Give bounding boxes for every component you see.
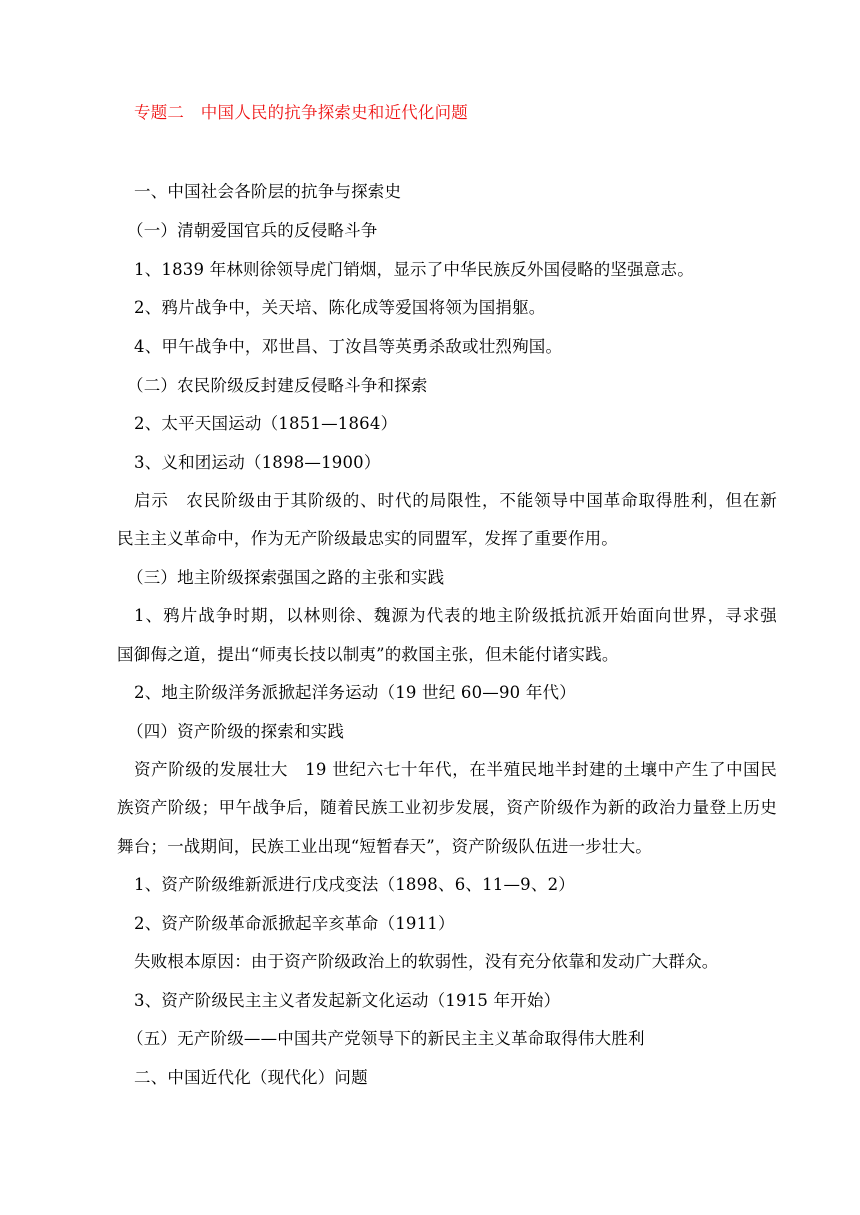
list-item: 4、甲午战争中，邓世昌、丁汝昌等英勇杀敌或壮烈殉国。 bbox=[134, 337, 563, 356]
paragraph-line: 舞台；一战期间，民族工业出现“短暂春天”，资产阶级队伍进一步壮大。 bbox=[117, 837, 652, 856]
paragraph-line: 国御侮之道，提出“师夷长技以制夷”的救国主张，但未能付诸实践。 bbox=[117, 645, 619, 664]
paragraph-line: 民主主义革命中，作为无产阶级最忠实的同盟军，发挥了重要作用。 bbox=[117, 529, 618, 548]
list-item: 3、资产阶级民主主义者发起新文化运动（1915 年开始） bbox=[134, 991, 561, 1010]
subsection-heading-5: （五）无产阶级——中国共产党领导下的新民主主义革命取得伟大胜利 bbox=[127, 1029, 645, 1048]
section-heading-1: 一、中国社会各阶层的抗争与探索史 bbox=[134, 182, 402, 201]
subsection-heading-1: （一）清朝爱国官兵的反侵略斗争 bbox=[127, 221, 378, 240]
list-item: 2、太平天国运动（1851—1864） bbox=[134, 414, 398, 433]
list-item: 2、资产阶级革命派掀起辛亥革命（1911） bbox=[134, 914, 455, 933]
paragraph-line: 族资产阶级；甲午战争后，随着民族工业初步发展，资产阶级作为新的政治力量登上历史 bbox=[117, 798, 777, 817]
subsection-heading-4: （四）资产阶级的探索和实践 bbox=[127, 722, 345, 741]
subsection-heading-3: （三）地主阶级探索强国之路的主张和实践 bbox=[127, 568, 445, 587]
list-item: 2、鸦片战争中，关天培、陈化成等爱国将领为国捐躯。 bbox=[134, 298, 546, 317]
paragraph-line: 启示 农民阶级由于其阶级的、时代的局限性，不能领导中国革命取得胜利，但在新 bbox=[134, 491, 777, 510]
list-item: 2、地主阶级洋务派掀起洋务运动（19 世纪 60—90 年代） bbox=[134, 683, 576, 702]
paragraph-line: 资产阶级的发展壮大 19 世纪六七十年代，在半殖民地半封建的土壤中产生了中国民 bbox=[134, 760, 777, 779]
list-item: 1、资产阶级维新派进行戊戌变法（1898、6、11—9、2） bbox=[134, 875, 575, 894]
list-item: 3、义和团运动（1898—1900） bbox=[134, 453, 381, 472]
subsection-heading-2: （二）农民阶级反封建反侵略斗争和探索 bbox=[127, 376, 428, 395]
document-title: 专题二 中国人民的抗争探索史和近代化问题 bbox=[134, 103, 468, 122]
list-item: 1、1839 年林则徐领导虎门销烟，显示了中华民族反外国侵略的坚强意志。 bbox=[134, 260, 694, 279]
failure-reason: 失败根本原因：由于资产阶级政治上的软弱性，没有充分依靠和发动广大群众。 bbox=[134, 952, 719, 971]
paragraph-line: 1、鸦片战争时期，以林则徐、魏源为代表的地主阶级抵抗派开始面向世界，寻求强 bbox=[134, 606, 777, 625]
section-heading-2: 二、中国近代化（现代化）问题 bbox=[134, 1068, 368, 1087]
